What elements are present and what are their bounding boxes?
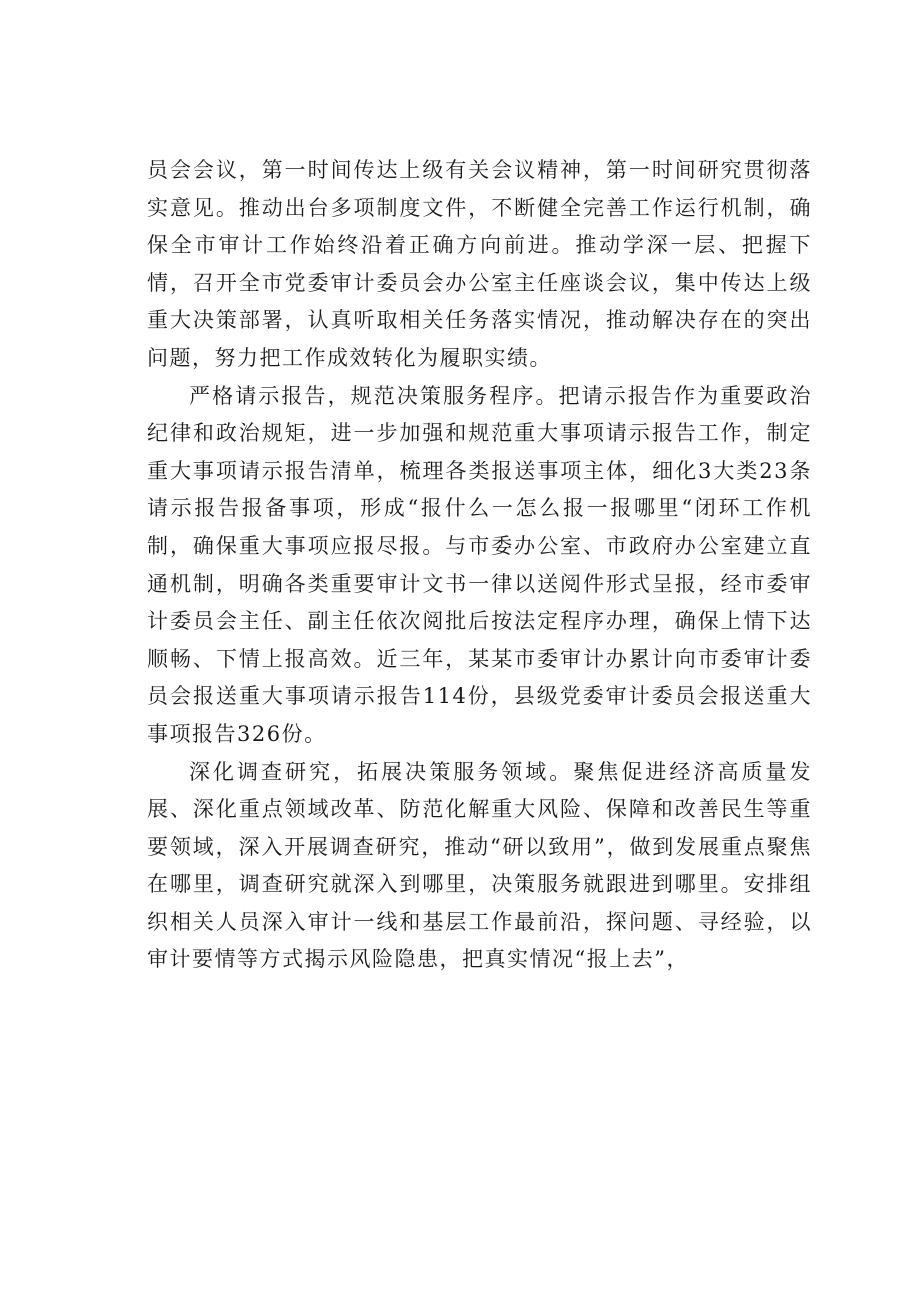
- paragraph-request-report: 严格请示报告，规范决策服务程序。把请示报告作为重要政治纪律和政治规矩，进一步加强和规范重大事项请示报告工作，制定重大事项请示报告清单，梳理各类报送事项主体，细化3大类23条请示报告报备事项，形成“报什么一怎么报一报哪里“闭环工作机制，确保重大事项应报尽报。与市委办公室、市政府办公室建立直通机制，明确各类重要审计文书一律以送阅件形式呈报，经市委审计委员会主任、副主任依次阅批后按法定程序办理，确保上情下达顺畅、下情上报高效。近三年，某某市委审计办累计向市委审计委员会报送重大事项请示报告114份，县级党委审计委员会报送重大事项报告326份。: [147, 383, 812, 746]
- paragraph-research: 深化调查研究，拓展决策服务领域。聚焦促进经济高质量发展、深化重点领域改革、防范化解重大风险、保障和改善民生等重要领域，深入开展调查研究，推动“研以致用”，做到发展重点聚焦在哪里，调查研究就深入到哪里，决策服务就跟进到哪里。安排组织相关人员深入审计一线和基层工作最前沿，探问题、寻经验，以审计要情等方式揭示风险隐患，把真实情况“报上去”，: [147, 759, 812, 972]
- paragraph-continuation: 员会会议，第一时间传达上级有关会议精神，第一时间研究贯彻落实意见。推动出台多项制度文件，不断健全完善工作运行机制，确保全市审计工作始终沿着正确方向前进。推动学深一层、把握下情，召开全市党委审计委员会办公室主任座谈会议，集中传达上级重大决策部署，认真听取相关任务落实情况，推动解决存在的突出问题，努力把工作成效转化为履职实绩。: [147, 158, 812, 370]
- document-body: [147, 152, 812, 979]
